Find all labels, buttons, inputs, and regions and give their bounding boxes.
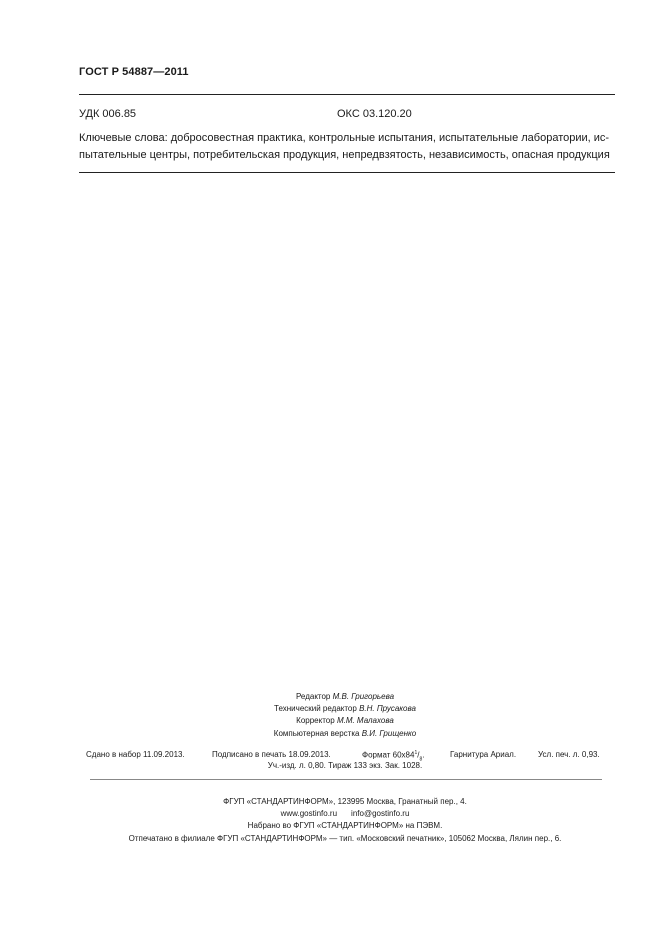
print-sheets: Усл. печ. л. 0,93. <box>538 750 600 759</box>
credit-role: Редактор <box>295 692 331 701</box>
typeset-note: Набрано во ФГУП «СТАНДАРТИНФОРМ» на ПЭВМ. <box>247 821 443 831</box>
credit-role: Корректор <box>296 716 335 726</box>
credit-editor <box>180 691 510 703</box>
credit-role: Компьютерная верстка <box>273 728 360 738</box>
credit-name: М.М. Малахова <box>336 716 394 726</box>
publisher-website: www.gostinfo.ru <box>280 809 338 819</box>
keywords-block <box>79 130 615 164</box>
credit-name: М.В. Григорьева <box>332 692 395 701</box>
signed-date: Подписано в печать 18.09.2013. <box>212 750 331 759</box>
keywords-line-2: пытательные центры, потребительская продукция, непредвзятость, независимость, опасная продукция <box>79 149 610 161</box>
format-denominator: 8 <box>419 756 423 763</box>
credits-block <box>180 691 510 740</box>
credit-tech-editor <box>180 703 510 715</box>
format-numerator: 1 <box>414 750 418 756</box>
format-end: . <box>422 750 425 760</box>
keywords-divider <box>79 172 615 173</box>
imprint-divider <box>90 779 602 780</box>
submitted-date: Сдано в набор 11.09.2013. <box>86 750 185 759</box>
top-divider <box>79 94 615 95</box>
credit-role: Технический редактор <box>274 704 357 714</box>
credit-name: В.Н. Прусакова <box>359 704 416 714</box>
publisher-contacts <box>80 808 610 820</box>
printed-note: Отпечатано в филиале ФГУП «СТАНДАРТИНФОРМ» — тип. «Московский печатник», 105062 Москва, Лялин пер., 6. <box>128 833 562 843</box>
paper-format: Формат $60x84^1/_8$. <box>362 750 425 763</box>
publisher-email: info@gostinfo.ru <box>351 809 410 819</box>
publisher-address: ФГУП «СТАНДАРТИНФОРМ», 123995 Москва, Гранатный пер., 4. <box>223 797 467 806</box>
typeface: Гарнитура Ариал. <box>450 750 517 759</box>
credit-corrector <box>180 715 510 727</box>
print-run-info: Уч.-изд. л. 0,80. Тираж 133 экз. Зак. 1028. <box>267 761 423 770</box>
format-label: Формат 60x84 <box>362 750 415 760</box>
document-code: ГОСТ Р 54887—2011 <box>79 66 189 78</box>
publisher-block <box>80 796 610 845</box>
credit-name: В.И. Грищенко <box>361 728 417 738</box>
credit-layout <box>180 728 510 740</box>
udk-code: УДК 006.85 <box>79 108 137 120</box>
keywords-line-1: Ключевые слова: добросовестная практика, контрольные испытания, испытательные лаборатории, ис- <box>79 132 610 144</box>
oks-code: ОКС 03.120.20 <box>337 108 412 120</box>
